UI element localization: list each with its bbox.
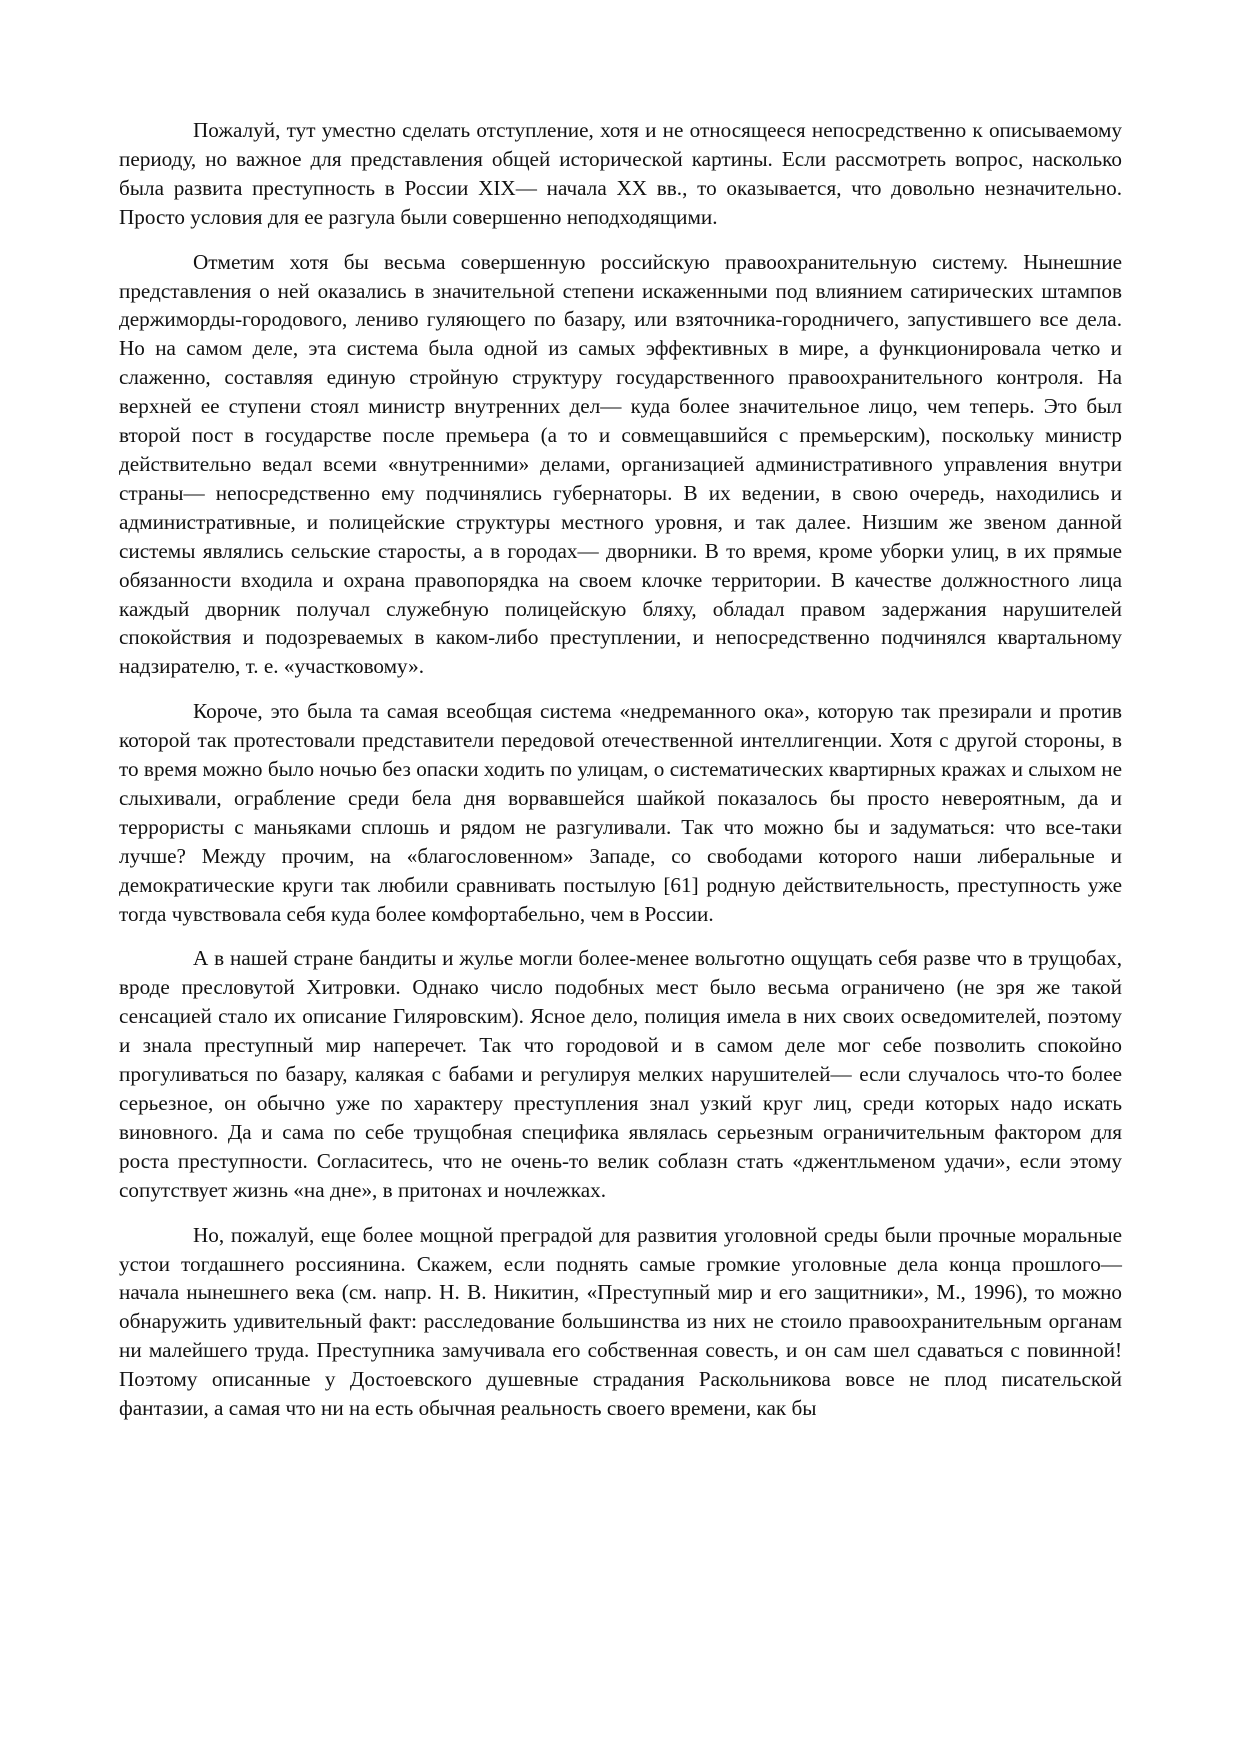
paragraph-2: Отметим хотя бы весьма совершенную российскую правоохранительную систему. Нынешние представления о ней оказались в значительной степени искаженными под влиянием сатирических штампов держиморды-городового, лениво гуляющего по базару, или взяточника-городничего, запустившего все дела. Но на самом деле, эта система была одной из самых эффективных в мире, а функционировала четко и слаженно, составляя единую стройную структуру государственного правоохранительного контроля. На верхней ее ступени стоял министр внутренних дел— куда более значительное лицо, чем теперь. Это был второй пост в государстве после премьера (а то и совмещавшийся с премьерским), поскольку министр действительно ведал всеми «внутренними» делами, организацией административного управления внутри страны— непосредственно ему подчинялись губернаторы. В их ведении, в свою очередь, находились и административные, и полицейские структуры местного уровня, и так далее. Низшим же звеном данной системы являлись сельские старосты, а в городах— дворники. В то время, кроме уборки улиц, в их прямые обязанности входила и охрана правопорядка на своем клочке территории. В качестве должностного лица каждый дворник получал служебную полицейскую бляху, обладал правом задержания нарушителей спокойствия и подозреваемых в каком-либо преступлении, и непосредственно подчинялся квартальному надзирателю, т. е. «участковому».: [119, 249, 1122, 679]
paragraph-3: Короче, это была та самая всеобщая система «недреманного ока», которую так презирали и против которой так протестовали представители передовой отечественной интеллигенции. Хотя с другой стороны, в то время можно было ночью без опаски ходить по улицам, о систематических квартирных кражах и слыхом не слыхивали, ограбление среди бела дня ворвавшейся шайкой показалось бы просто невероятным, да и террористы с маньяками сплошь и рядом не разгуливали. Так что можно бы и задуматься: что все-таки лучше? Между прочим, на «благословенном» Западе, со свободами которого наши либеральные и демократические круги так любили сравнивать постылую [61] родную действительность, преступность уже тогда чувствовала себя куда более комфортабельно, чем в России.: [119, 699, 1122, 926]
document-page: [119, 116, 1122, 1439]
paragraph-1: Пожалуй, тут уместно сделать отступление, хотя и не относящееся непосредственно к описываемому периоду, но важное для представления общей исторической картины. Если рассмотреть вопрос, насколько была развита преступность в России XIX— начала XX вв., то оказывается, что довольно незначительно. Просто условия для ее разгула были совершенно неподходящими.: [119, 118, 1122, 229]
paragraph-5: Но, пожалуй, еще более мощной преградой для развития уголовной среды были прочные моральные устои тогдашнего россиянина. Скажем, если поднять самые громкие уголовные дела конца прошлого— начала нынешнего века (см. напр. Н. В. Никитин, «Преступный мир и его защитники», М., 1996), то можно обнаружить удивительный факт: расследование большинства из них не стоило правоохранительным органам ни малейшего труда. Преступника замучивала его собственная совесть, и он сам шел сдаваться с повинной! Поэтому описанные у Достоевского душевные страдания Раскольникова вовсе не плод писательской фантазии, а самая что ни на есть обычная реальность своего времени, как бы: [119, 1222, 1122, 1421]
paragraph-4: А в нашей стране бандиты и жулье могли более-менее вольготно ощущать себя разве что в трущобах, вроде пресловутой Хитровки. Однако число подобных мест было весьма ограничено (не зря же такой сенсацией стало их описание Гиляровским). Ясное дело, полиция имела в них своих осведомителей, поэтому и знала преступный мир наперечет. Так что городовой и в самом деле мог себе позволить спокойно прогуливаться по базару, калякая с бабами и регулируя мелких нарушителей— если случалось что-то более серьезное, он обычно уже по характеру преступления знал узкий круг лиц, среди которых надо искать виновного. Да и сама по себе трущобная специфика являлась серьезным ограничительным фактором для роста преступности. Согласитесь, что не очень-то велик соблазн стать «джентльменом удачи», если этому сопутствует жизнь «на дне», в притонах и ночлежках.: [119, 946, 1122, 1202]
